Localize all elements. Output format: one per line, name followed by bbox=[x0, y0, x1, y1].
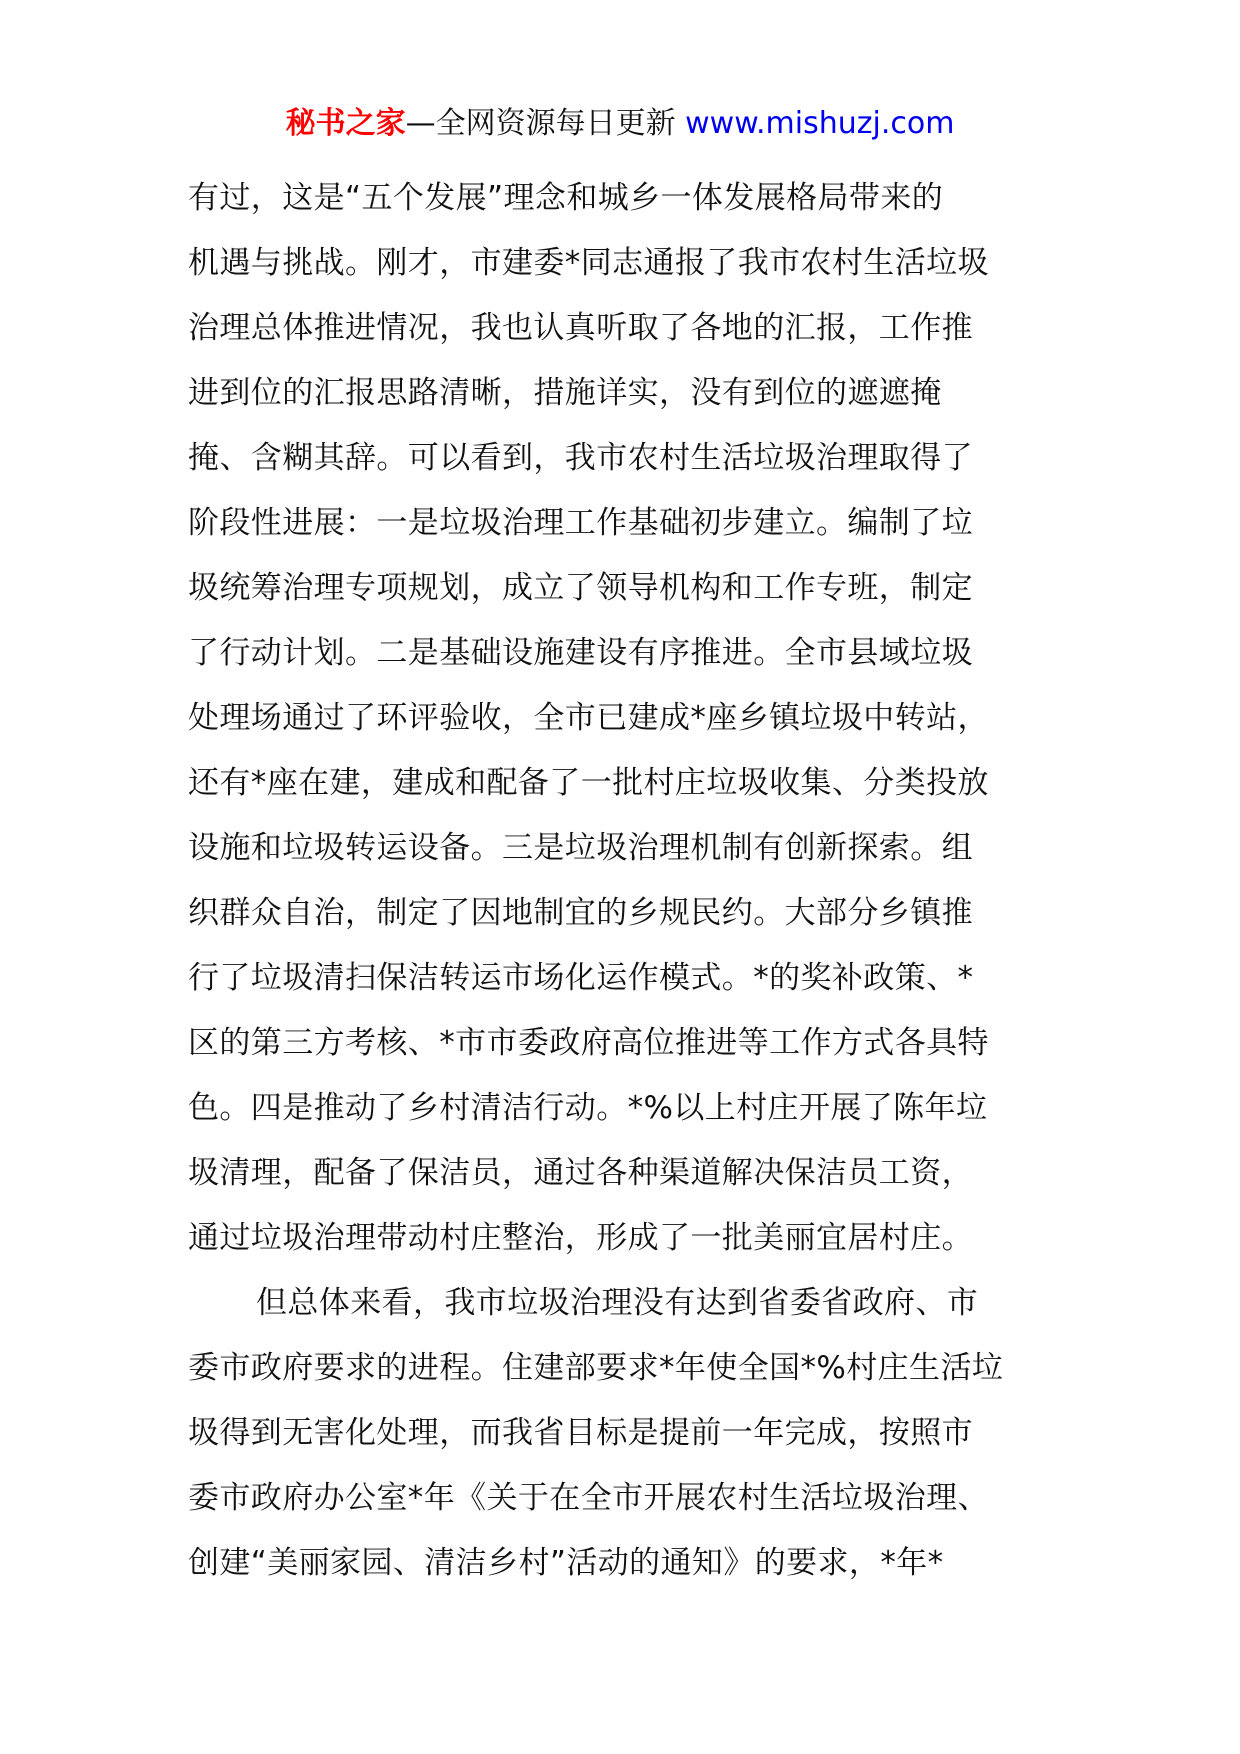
text-line: 圾统筹治理专项规划，成立了领导机构和工作专班，制定 bbox=[188, 570, 973, 606]
text-line: 但总体来看，我市垃圾治理没有达到省委省政府、市 bbox=[256, 1285, 979, 1321]
watermark-header bbox=[0, 104, 1240, 144]
body-text bbox=[188, 166, 1068, 1596]
text-line: 机遇与挑战。刚才，市建委*同志通报了我市农村生活垃圾 bbox=[188, 245, 989, 281]
text-line: 委市政府要求的进程。住建部要求*年使全国*%村庄生活垃 bbox=[188, 1350, 1004, 1386]
text-line: 圾清理，配备了保洁员，通过各种渠道解决保洁员工资， bbox=[188, 1155, 973, 1191]
text-line: 处理场通过了环评验收，全市已建成*座乡镇垃圾中转站， bbox=[188, 700, 989, 736]
text-line: 通过垃圾治理带动村庄整治，形成了一批美丽宜居村庄。 bbox=[188, 1220, 973, 1256]
text-line: 色。四是推动了乡村清洁行动。*%以上村庄开展了陈年垃 bbox=[188, 1090, 988, 1126]
text-line: 织群众自治，制定了因地制宜的乡规民约。大部分乡镇推 bbox=[188, 895, 973, 931]
text-line: 了行动计划。二是基础设施建设有序推进。全市县域垃圾 bbox=[188, 635, 973, 671]
text-line: 圾得到无害化处理，而我省目标是提前一年完成，按照市 bbox=[188, 1415, 973, 1451]
text-line: 行了垃圾清扫保洁转运市场化运作模式。*的奖补政策、* bbox=[188, 960, 974, 996]
text-line: 有过，这是“五个发展”理念和城乡一体发展格局带来的 bbox=[188, 180, 944, 216]
text-line: 治理总体推进情况，我也认真听取了各地的汇报，工作推 bbox=[188, 310, 973, 346]
header-tagline: —全网资源每日更新 bbox=[405, 106, 686, 141]
text-line: 还有*座在建，建成和配备了一批村庄垃圾收集、分类投放 bbox=[188, 765, 989, 801]
text-line: 委市政府办公室*年《关于在全市开展农村生活垃圾治理、 bbox=[188, 1480, 989, 1516]
site-link[interactable]: www.mishuzj.com bbox=[685, 106, 955, 141]
text-line: 阶段性进展：一是垃圾治理工作基础初步建立。编制了垃 bbox=[188, 505, 973, 541]
text-line: 掩、含糊其辞。可以看到，我市农村生活垃圾治理取得了 bbox=[188, 440, 973, 476]
text-line: 区的第三方考核、*市市委政府高位推进等工作方式各具特 bbox=[188, 1025, 989, 1061]
text-line: 创建“美丽家园、清洁乡村”活动的通知》的要求，*年* bbox=[188, 1545, 944, 1581]
text-line: 进到位的汇报思路清晰，措施详实，没有到位的遮遮掩 bbox=[188, 375, 942, 411]
text-line: 设施和垃圾转运设备。三是垃圾治理机制有创新探索。组 bbox=[188, 830, 973, 866]
brand-name: 秘书之家 bbox=[285, 106, 406, 141]
